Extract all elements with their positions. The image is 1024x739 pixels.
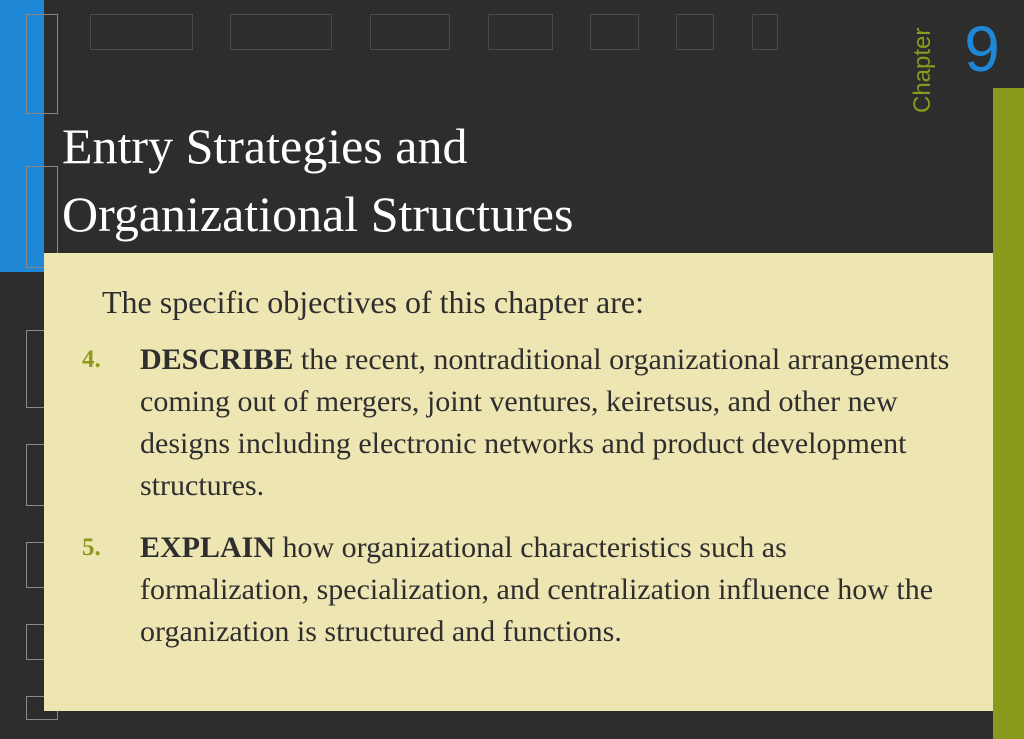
slide-title-line-1: Entry Strategies and	[62, 118, 468, 174]
top-decor-box-3	[370, 14, 450, 50]
top-decor-box-4	[488, 14, 553, 50]
right-accent-bar	[993, 88, 1024, 739]
top-decor-box-1	[90, 14, 193, 50]
top-decor-box-7	[752, 14, 778, 50]
objective-description: the recent, nontraditional organizational arrangements coming out of mergers, joint ventures, keiretsus, and other new designs including electronic networks and product development structures.	[140, 343, 950, 502]
slide-title-line-2: Organizational Structures	[62, 186, 574, 242]
objective-keyword: DESCRIBE	[140, 343, 294, 376]
top-decor-box-6	[676, 14, 714, 50]
chapter-label: Chapter	[909, 27, 936, 113]
top-decor-box-2	[230, 14, 332, 50]
objectives-intro: The specific objectives of this chapter are:	[102, 284, 644, 320]
objective-text	[140, 527, 950, 653]
objective-description: how organizational characteristics such as formalization, specialization, and centralization influence how the organization is structured and functions.	[140, 531, 934, 648]
objective-keyword: EXPLAIN	[140, 531, 276, 564]
chapter-number: 9	[964, 13, 1000, 85]
objective-number: 5.	[82, 534, 101, 561]
objective-number: 4.	[82, 346, 101, 373]
slide-title	[62, 112, 702, 248]
objective-text	[140, 339, 950, 507]
left-decor-box-1	[26, 14, 58, 114]
top-decor-box-5	[590, 14, 639, 50]
